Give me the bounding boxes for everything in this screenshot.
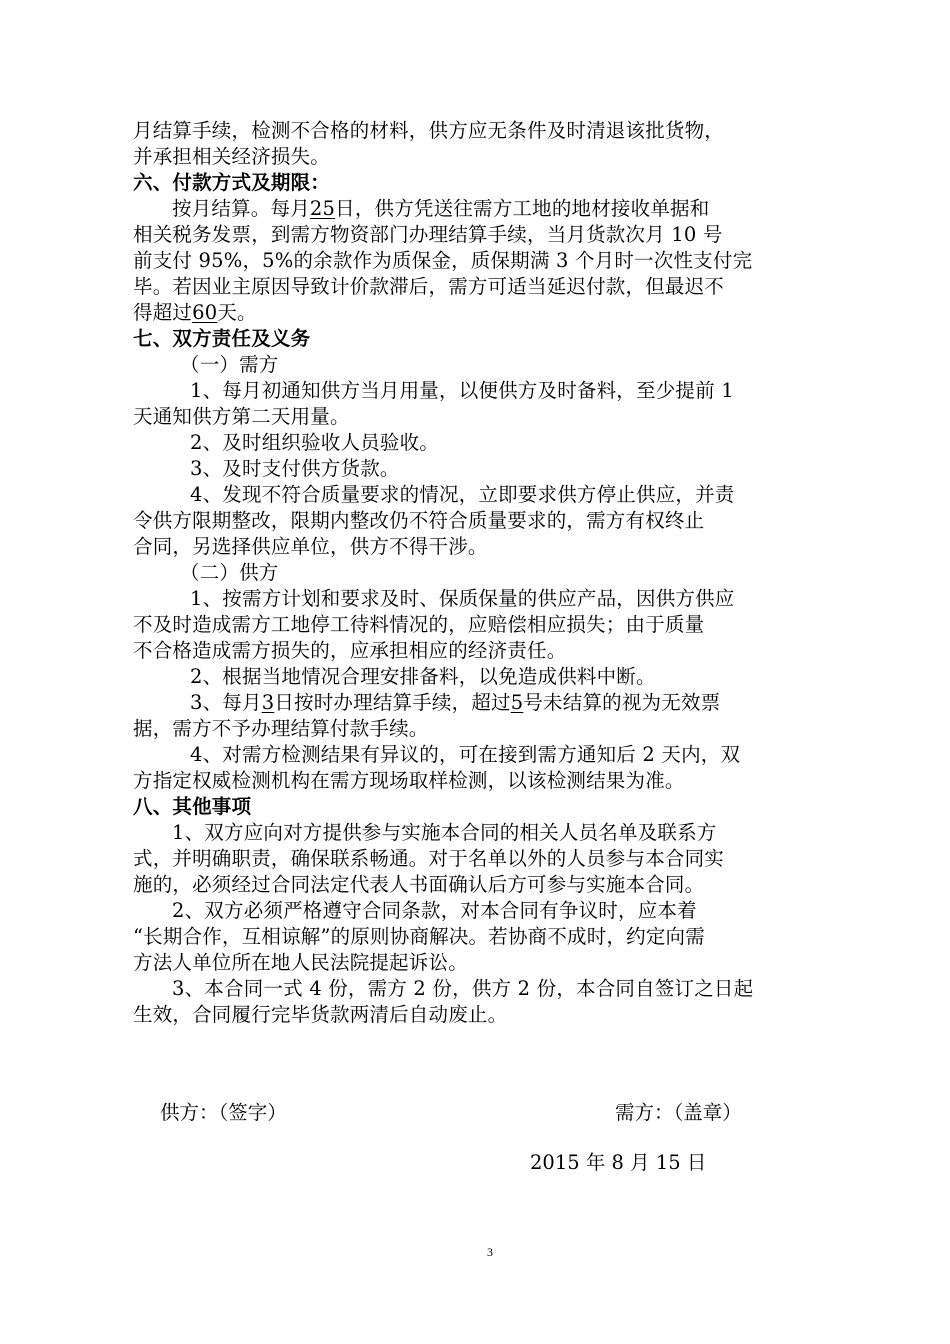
text-run: （一）需方 <box>180 353 279 376</box>
body-text-line <box>172 898 823 924</box>
text-run: 相关税务发票，到需方物资部门办理结算手续，当月货款次月 10 号 <box>133 223 723 246</box>
body-text-line <box>190 664 823 690</box>
body-text-line <box>180 352 823 378</box>
body-text-line <box>172 196 823 222</box>
buyer-seal-label: 需方：（盖章） <box>615 1101 742 1124</box>
section-heading <box>133 326 823 352</box>
section-heading <box>133 170 823 196</box>
body-text-line <box>190 742 823 768</box>
text-run: 据，需方不予办理结算付款手续。 <box>133 717 429 740</box>
text-run: 月结算手续，检测不合格的材料，供方应无条件及时清退该批货物， <box>133 119 725 142</box>
text-run: 日，供方凭送往需方工地的地材接收单据和 <box>335 197 710 220</box>
body-text-line <box>133 300 823 326</box>
body-text-line <box>190 586 823 612</box>
body-text-line <box>133 638 823 664</box>
body-text-line <box>133 508 823 534</box>
body-text-line <box>133 248 823 274</box>
text-run: 1、按需方计划和要求及时、保质保量的供应产品，因供方供应 <box>190 587 735 610</box>
underlined-value: 60 <box>192 301 218 324</box>
text-run: 前支付 95%，5%的余款作为质保金，质保期满 3 个月时一次性支付完 <box>133 249 753 272</box>
body-text-line <box>133 274 823 300</box>
text-run: 生效，合同履行完毕货款两清后自动废止。 <box>133 1003 508 1026</box>
body-text-line <box>172 820 823 846</box>
text-run: 1、双方应向对方提供参与实施本合同的相关人员名单及联系方 <box>172 821 717 844</box>
body-text-line <box>133 924 823 950</box>
text-run: （二）供方 <box>180 561 279 584</box>
text-run: 3、及时支付供方货款。 <box>190 457 400 480</box>
text-run: 式，并明确职责，确保联系畅通。对于名单以外的人员参与本合同实 <box>133 847 725 870</box>
text-run: 得超过 <box>133 301 193 324</box>
supplier-signature-label: 供方：（签字） <box>160 1101 287 1124</box>
text-run: 3、每月 <box>190 691 262 714</box>
text-run: 毕。若因业主原因导致计价款滞后，需方可适当延迟付款，但最迟不 <box>133 275 725 298</box>
text-run: 并承担相关经济损失。 <box>133 145 331 168</box>
text-run: 4、对需方检测结果有异议的，可在接到需方通知后 2 天内，双 <box>190 743 741 766</box>
text-run: 不合格造成需方损失的，应承担相应的经济责任。 <box>133 639 567 662</box>
body-text-line <box>133 144 823 170</box>
text-run: 3、本合同一式 4 份，需方 2 份，供方 2 份，本合同自签订之日起 <box>172 977 754 1000</box>
text-run: 天通知供方第二天用量。 <box>133 405 350 428</box>
body-text-line <box>133 950 823 976</box>
body-text-line <box>180 560 823 586</box>
body-text-line <box>133 534 823 560</box>
text-run: 七、双方责任及义务 <box>133 327 311 350</box>
body-text-line <box>133 768 823 794</box>
body-text-line <box>133 716 823 742</box>
text-run: 不及时造成需方工地停工待料情况的，应赔偿相应损失；由于质量 <box>133 613 705 636</box>
text-run: 方法人单位所在地人民法院提起诉讼。 <box>133 951 468 974</box>
body-text-line <box>172 976 823 1002</box>
body-text-line <box>133 846 823 872</box>
text-run: 按月结算。每月 <box>172 197 310 220</box>
text-run: 施的，必须经过合同法定代表人书面确认后方可参与实施本合同。 <box>133 873 705 896</box>
underlined-value: 25 <box>309 197 336 220</box>
body-text-line <box>190 456 823 482</box>
body-text-line <box>190 430 823 456</box>
body-text-line <box>133 404 823 430</box>
text-run: 方指定权威检测机构在需方现场取样检测，以该检测结果为准。 <box>133 769 685 792</box>
body-text-line <box>133 118 823 144</box>
body-text-line <box>190 378 823 404</box>
text-run: 2、及时组织验收人员验收。 <box>190 431 440 454</box>
body-text-line <box>133 222 823 248</box>
body-text-line <box>133 1002 823 1028</box>
text-run: 4、发现不符合质量要求的情况，立即要求供方停止供应，并责 <box>190 483 735 506</box>
page-number: 3 <box>487 1245 493 1259</box>
text-run: 1、每月初通知供方当月用量，以便供方及时备料，至少提前 1 <box>190 379 734 402</box>
underlined-value: 3 <box>261 691 275 714</box>
text-run: 2、根据当地情况合理安排备料，以免造成供料中断。 <box>190 665 656 688</box>
text-run: 令供方限期整改，限期内整改仍不符合质量要求的，需方有权终止 <box>133 509 705 532</box>
body-text-line <box>133 872 823 898</box>
body-text-line <box>190 482 823 508</box>
text-run: 天。 <box>217 301 257 324</box>
text-run: 六、付款方式及期限： <box>133 171 331 194</box>
text-run: 合同，另选择供应单位，供方不得干涉。 <box>133 535 488 558</box>
text-run: “长期合作，互相谅解”的原则协商解决。若协商不成时，约定向需 <box>133 925 705 948</box>
underlined-value: 5 <box>510 691 524 714</box>
text-run: 号未结算的视为无效票 <box>523 691 721 714</box>
body-text-line <box>133 612 823 638</box>
text-run: 2、双方必须严格遵守合同条款，对本合同有争议时，应本着 <box>172 899 697 922</box>
section-heading <box>133 794 823 820</box>
body-text-line <box>190 690 823 716</box>
text-run: 日按时办理结算手续，超过 <box>274 691 511 714</box>
text-run: 八、其他事项 <box>133 795 252 818</box>
signing-date: 2015 年 8 月 15 日 <box>530 1151 707 1174</box>
